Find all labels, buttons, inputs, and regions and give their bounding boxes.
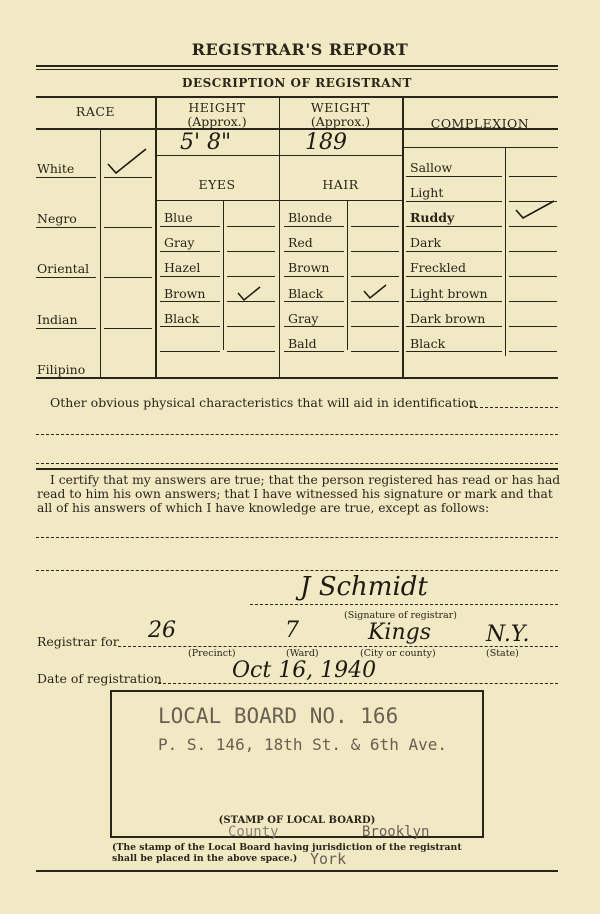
blank-line <box>36 537 558 538</box>
race-option-negro: Negro <box>37 211 77 226</box>
precinct-value: 26 <box>148 618 176 643</box>
stamp-line-1: LOCAL BOARD NO. 166 <box>158 704 399 728</box>
hair-option-red: Red <box>288 235 313 250</box>
eyes-option-black: Black <box>164 311 200 326</box>
divider <box>36 65 558 67</box>
signature-label: (Signature of registrar) <box>344 610 457 621</box>
hair-option-blonde: Blonde <box>288 210 333 225</box>
complexion-option-dark: Dark <box>410 235 442 250</box>
complexion-option-ruddy: Ruddy <box>410 210 455 225</box>
hair-option-bald: Bald <box>288 336 317 351</box>
precinct-label: (Precinct) <box>188 648 236 659</box>
race-option-oriental: Oriental <box>37 261 90 276</box>
hair-option-brown: Brown <box>288 260 330 275</box>
grid-line <box>155 97 157 377</box>
hair-black-checkmark-icon <box>362 282 388 300</box>
eyes-option-gray: Gray <box>164 235 195 250</box>
race-header: RACE <box>75 104 116 119</box>
complexion-header: COMPLEXION <box>430 116 530 131</box>
other-characteristics-label: Other obvious physical characteristics that will aid in identification <box>50 395 477 410</box>
stamp-note-2: shall be placed in the above space.) <box>112 853 298 864</box>
complexion-option-black: Black <box>410 336 446 351</box>
stamp-county: County <box>228 824 279 840</box>
weight-header: WEIGHT <box>310 100 371 115</box>
certification-line-2: read to him his own answers; that I have witnessed his signature or mark and that <box>37 487 553 501</box>
ward-value: 7 <box>285 618 299 643</box>
stamp-borough: Brooklyn <box>362 824 430 840</box>
divider <box>36 96 558 98</box>
grid-line <box>347 200 348 350</box>
stamp-line-2: P. S. 146, 18th St. & 6th Ave. <box>158 735 447 754</box>
race-option-indian: Indian <box>37 312 78 327</box>
city-value: Kings <box>368 620 432 645</box>
complexion-ruddy-checkmark-icon <box>514 198 556 220</box>
race-option-filipino: Filipino <box>37 362 86 377</box>
date-label: Date of registration <box>37 671 162 686</box>
hair-option-gray: Gray <box>288 311 319 326</box>
complexion-option-light: Light <box>410 185 444 200</box>
city-label: (City or county) <box>360 648 436 659</box>
height-sub: (Approx.) <box>187 114 247 129</box>
divider <box>36 69 558 70</box>
grid-line <box>402 147 558 148</box>
weight-value: 189 <box>305 130 347 155</box>
eyes-option-blue: Blue <box>164 210 193 225</box>
stamp-label: (STAMP OF LOCAL BOARD) <box>218 815 376 826</box>
registrar-signature: J Schmidt <box>300 572 428 602</box>
eyes-option-hazel: Hazel <box>164 260 201 275</box>
hair-header: HAIR <box>322 177 359 192</box>
state-label: (State) <box>486 648 519 659</box>
complexion-option-dark-brown: Dark brown <box>410 311 486 326</box>
registrar-for-label: Registrar for <box>37 634 119 649</box>
grid-line <box>279 97 280 377</box>
divider <box>36 468 558 470</box>
weight-sub: (Approx.) <box>310 114 371 129</box>
stamp-city: York <box>310 850 347 868</box>
state-value: N.Y. <box>486 622 530 647</box>
eyes-header: EYES <box>198 177 236 192</box>
height-header: HEIGHT <box>188 100 246 115</box>
blank-line <box>36 434 558 435</box>
grid-line <box>36 377 558 379</box>
grid-line <box>505 147 506 356</box>
divider <box>36 870 558 872</box>
certification-line-1: I certify that my answers are true; that the person registered has read or has had <box>50 473 561 487</box>
eyes-option-brown: Brown <box>164 286 206 301</box>
complexion-option-light-brown: Light brown <box>410 286 488 301</box>
race-option-white: White <box>37 161 75 176</box>
grid-line <box>223 200 224 350</box>
blank-line <box>36 570 558 571</box>
page-title: REGISTRAR'S REPORT <box>191 40 409 59</box>
date-value: Oct 16, 1940 <box>232 658 377 683</box>
race-white-checkmark-icon <box>106 146 148 176</box>
grid-line <box>100 128 101 377</box>
blank-line <box>36 463 558 464</box>
complexion-option-freckled: Freckled <box>410 260 467 275</box>
grid-line <box>402 97 404 377</box>
ward-label: (Ward) <box>286 648 319 659</box>
stamp-note-1: (The stamp of the Local Board having jurisdiction of the registrant <box>112 842 462 853</box>
complexion-option-sallow: Sallow <box>410 160 453 175</box>
eyes-brown-checkmark-icon <box>236 284 262 302</box>
certification-line-3: all of his answers of which I have knowledge are true, except as follows: <box>37 501 490 515</box>
section-title: DESCRIPTION OF REGISTRANT <box>182 76 412 90</box>
height-value: 5' 8" <box>180 130 232 155</box>
hair-option-black: Black <box>288 286 324 301</box>
